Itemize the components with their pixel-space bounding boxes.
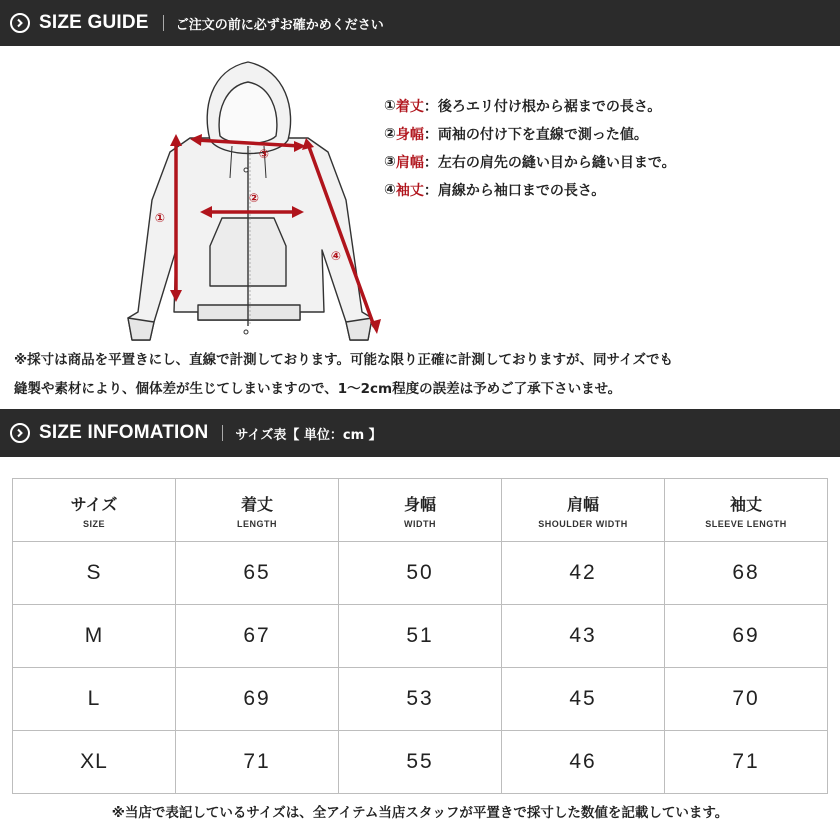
diagram-label-shoulder: ③ [258,147,270,161]
size-info-title: SIZE INFOMATION [39,422,209,443]
table-row [13,731,828,794]
legend-item-shoulder: ③ 肩幅 ：左右の肩先の縫い目から縫い目まで。 [384,154,676,171]
diagram-label-width: ② [248,191,260,205]
column-header-sleeve-length: 袖丈 SLEEVE LENGTH [665,479,828,542]
length-value: 69 [176,668,339,731]
width-value: 55 [339,731,502,794]
size-guide-header [0,0,840,46]
chevron-right-circle-icon [10,423,30,443]
measurement-note-line2: 縫製や素材により、個体差が生じてしまいますので、1〜2cm程度の誤差は予めご了承下さいませ。 [14,381,622,397]
column-header-width: 身幅 WIDTH [339,479,502,542]
shoulder-value: 42 [502,542,665,605]
shoulder-value: 45 [502,668,665,731]
sleeve-value: 69 [665,605,828,668]
legend-item-length: ① 着丈 ：後ろエリ付け根から裾までの長さ。 [384,98,662,115]
width-value: 50 [339,542,502,605]
length-value: 65 [176,542,339,605]
size-table [12,478,828,794]
chevron-right-circle-icon [10,13,30,33]
diagram-label-sleeve: ④ [330,249,342,263]
size-guide-section [0,46,840,346]
size-label: L [13,668,176,731]
diagram-label-length: ① [154,211,166,225]
length-value: 71 [176,731,339,794]
measurement-note-line1: ※採寸は商品を平置きにし、直線で計測しております。可能な限り正確に計測しておりますが、同サイズでも [14,352,673,368]
sleeve-value: 68 [665,542,828,605]
size-info-header [0,409,840,457]
width-value: 51 [339,605,502,668]
size-guide-subtitle: ご注文の前に必ずお確かめください [175,17,384,33]
table-row [13,542,828,605]
width-value: 53 [339,668,502,731]
measurement-note [14,346,834,404]
table-row [13,605,828,668]
table-header-row [13,479,828,542]
header-divider [222,425,223,441]
length-value: 67 [176,605,339,668]
shoulder-value: 46 [502,731,665,794]
legend-item-width: ② 身幅 ：両袖の付け下を直線で測った値。 [384,126,648,143]
sleeve-value: 71 [665,731,828,794]
size-label: XL [13,731,176,794]
hoodie-diagram [110,50,390,346]
size-label: M [13,605,176,668]
size-notation-note: ※当店で表記しているサイズは、全アイテム当店スタッフが平置きで採寸した数値を記載しています。 [111,805,729,821]
sleeve-value: 70 [665,668,828,731]
measurement-legend [384,92,676,204]
size-guide-title: SIZE GUIDE [39,12,149,33]
column-header-length: 着丈 LENGTH [176,479,339,542]
size-info-subtitle: サイズ表【 単位：cm 】 [235,427,382,443]
column-header-shoulder-width: 肩幅 SHOULDER WIDTH [502,479,665,542]
table-row [13,668,828,731]
header-divider [163,15,164,31]
legend-item-sleeve: ④ 袖丈 ：肩線から袖口までの長さ。 [384,182,606,199]
column-header-size: サイズ SIZE [13,479,176,542]
size-label: S [13,542,176,605]
shoulder-value: 43 [502,605,665,668]
